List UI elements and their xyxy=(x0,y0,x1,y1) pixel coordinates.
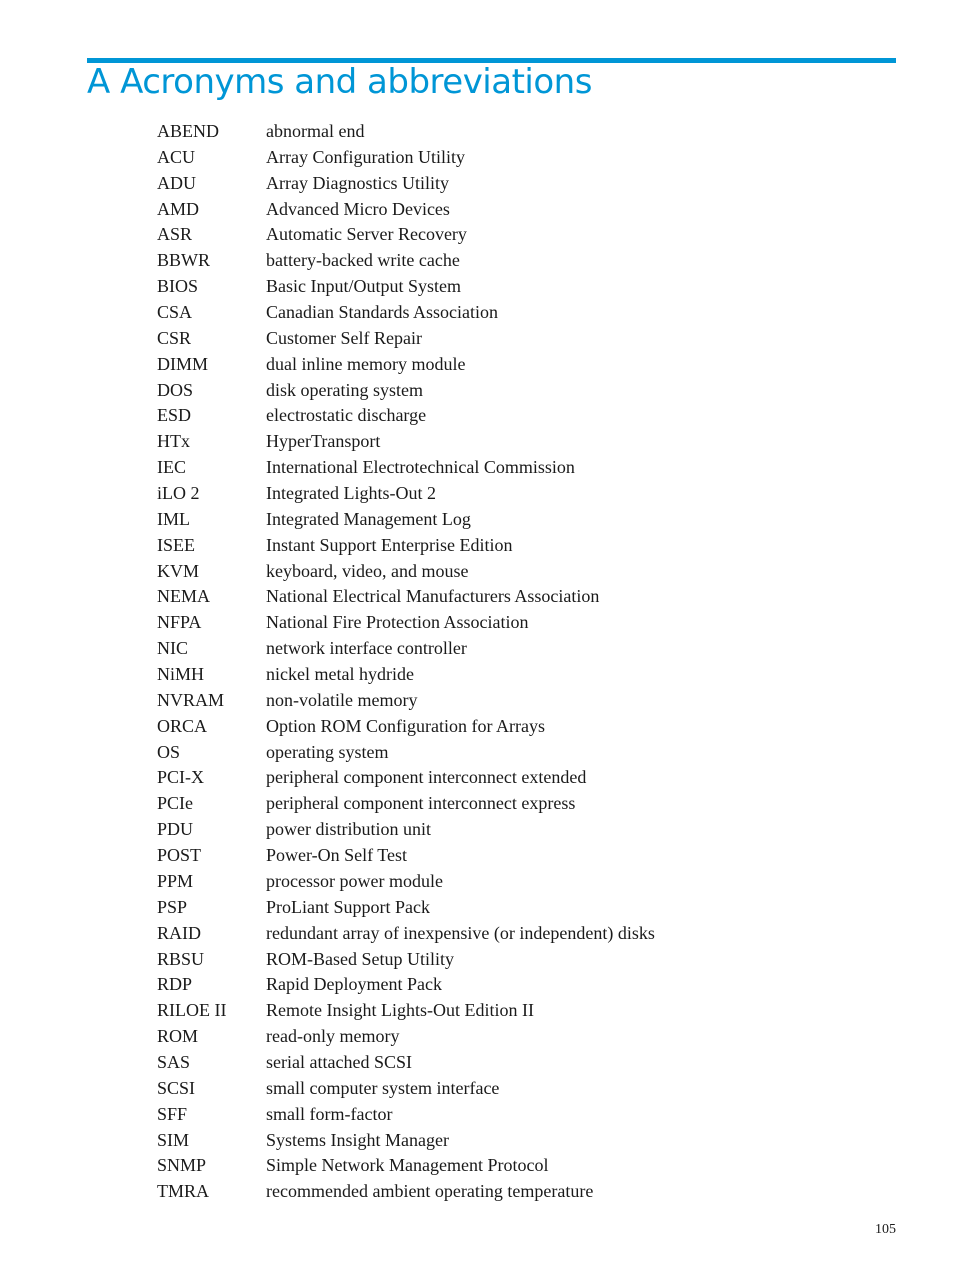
acronym-row xyxy=(157,507,837,533)
acronym-definition: read-only memory xyxy=(266,1026,400,1047)
acronym-definition: non-volatile memory xyxy=(266,689,418,710)
acronym-row xyxy=(157,869,837,895)
acronym-term: IEC xyxy=(157,457,186,478)
acronym-term: PDU xyxy=(157,819,194,840)
acronym-row xyxy=(157,1076,837,1102)
acronym-definition: serial attached SCSI xyxy=(266,1051,412,1072)
acronym-term: NFPA xyxy=(157,612,202,633)
acronym-term: ACU xyxy=(157,146,196,167)
acronym-row xyxy=(157,1128,837,1154)
acronym-row xyxy=(157,765,837,791)
page-number: 105 xyxy=(875,1222,896,1237)
acronym-term: ROM xyxy=(157,1026,199,1047)
acronym-term: DOS xyxy=(157,379,194,400)
acronym-term: PPM xyxy=(157,870,194,891)
acronym-definition: National Electrical Manufacturers Association xyxy=(266,586,600,607)
acronym-definition: Array Configuration Utility xyxy=(266,146,465,167)
acronym-term: PCI-X xyxy=(157,767,205,788)
acronym-definition: abnormal end xyxy=(266,121,365,141)
acronym-row xyxy=(157,403,837,429)
acronym-term: TMRA xyxy=(157,1181,210,1202)
acronym-row xyxy=(157,481,837,507)
acronym-definition: Advanced Micro Devices xyxy=(266,198,450,219)
acronym-term: RILOE II xyxy=(157,1000,227,1021)
acronym-definition: recommended ambient operating temperature xyxy=(266,1181,594,1202)
acronym-term: SIM xyxy=(157,1129,190,1150)
acronym-term: iLO 2 xyxy=(157,483,200,504)
acronym-row xyxy=(157,171,837,197)
acronym-row xyxy=(157,1153,837,1179)
acronym-definition: ROM-Based Setup Utility xyxy=(266,948,454,969)
acronym-row xyxy=(157,610,837,636)
acronym-definition: HyperTransport xyxy=(266,431,381,452)
acronym-row xyxy=(157,378,837,404)
acronym-definition: Instant Support Enterprise Edition xyxy=(266,534,513,555)
acronym-row xyxy=(157,843,837,869)
acronym-row xyxy=(157,1050,837,1076)
acronym-row xyxy=(157,145,837,171)
acronym-definition: keyboard, video, and mouse xyxy=(266,560,469,581)
acronym-definition: redundant array of inexpensive (or independent) disks xyxy=(266,922,655,943)
acronym-term: OS xyxy=(157,741,181,762)
acronym-definition: Rapid Deployment Pack xyxy=(266,974,442,995)
acronym-row xyxy=(157,326,837,352)
acronym-term: RAID xyxy=(157,922,201,943)
acronym-definition: dual inline memory module xyxy=(266,353,466,374)
acronym-definition: National Fire Protection Association xyxy=(266,612,529,633)
acronym-definition: Remote Insight Lights-Out Edition II xyxy=(266,1000,534,1021)
acronym-term: BBWR xyxy=(157,250,211,271)
acronym-definition: network interface controller xyxy=(266,638,467,659)
acronym-definition: nickel metal hydride xyxy=(266,664,414,685)
acronym-row xyxy=(157,1024,837,1050)
acronym-term: IML xyxy=(157,508,190,529)
acronym-definition: Canadian Standards Association xyxy=(266,302,498,323)
acronym-definition: Customer Self Repair xyxy=(266,327,422,348)
acronym-term: SCSI xyxy=(157,1077,196,1098)
acronym-row xyxy=(157,921,837,947)
acronym-row xyxy=(157,740,837,766)
acronym-term: NIC xyxy=(157,638,188,659)
acronym-row xyxy=(157,559,837,585)
acronym-definition: Option ROM Configuration for Arrays xyxy=(266,715,545,736)
acronym-term: PCIe xyxy=(157,793,193,814)
acronym-term: DIMM xyxy=(157,353,209,374)
acronym-term: KVM xyxy=(157,560,200,581)
acronym-row xyxy=(157,1179,837,1205)
acronym-row xyxy=(157,791,837,817)
acronym-definition: disk operating system xyxy=(266,379,423,400)
acronym-row xyxy=(157,274,837,300)
acronym-definition: Automatic Server Recovery xyxy=(266,224,467,245)
acronym-term: ABEND xyxy=(157,121,219,141)
acronym-term: ISEE xyxy=(157,534,195,555)
acronym-row xyxy=(157,248,837,274)
acronym-term: CSA xyxy=(157,302,193,323)
acronym-row xyxy=(157,714,837,740)
acronym-definition: small form-factor xyxy=(266,1103,393,1124)
acronym-row xyxy=(157,584,837,610)
acronym-term: SFF xyxy=(157,1103,188,1124)
acronym-definition: small computer system interface xyxy=(266,1077,500,1098)
acronym-term: ESD xyxy=(157,405,192,426)
acronym-row xyxy=(157,352,837,378)
acronym-row xyxy=(157,662,837,688)
acronym-definition: power distribution unit xyxy=(266,819,431,840)
acronym-term: NVRAM xyxy=(157,689,225,710)
acronym-definition: Simple Network Management Protocol xyxy=(266,1155,549,1176)
acronym-definition: Basic Input/Output System xyxy=(266,276,461,297)
acronym-row xyxy=(157,998,837,1024)
acronym-list xyxy=(157,119,837,1205)
acronym-definition: Integrated Management Log xyxy=(266,508,471,529)
acronym-term: ADU xyxy=(157,172,196,193)
acronym-definition: Integrated Lights-Out 2 xyxy=(266,483,436,504)
acronym-row xyxy=(157,429,837,455)
acronym-row xyxy=(157,197,837,223)
acronym-term: AMD xyxy=(157,198,200,219)
acronym-row xyxy=(157,895,837,921)
acronym-definition: electrostatic discharge xyxy=(266,405,427,426)
acronym-term: ORCA xyxy=(157,715,208,736)
acronym-row xyxy=(157,688,837,714)
acronym-term: ASR xyxy=(157,224,193,245)
acronym-term: HTx xyxy=(157,431,190,452)
acronym-row xyxy=(157,533,837,559)
acronym-definition: processor power module xyxy=(266,870,443,891)
acronym-row xyxy=(157,1102,837,1128)
acronym-term: PSP xyxy=(157,896,188,917)
acronym-row xyxy=(157,972,837,998)
acronym-row xyxy=(157,222,837,248)
acronym-definition: Systems Insight Manager xyxy=(266,1129,449,1150)
acronym-term: SNMP xyxy=(157,1155,207,1176)
acronym-definition: ProLiant Support Pack xyxy=(266,896,430,917)
acronym-definition: operating system xyxy=(266,741,389,762)
acronym-row xyxy=(157,947,837,973)
acronym-term: RDP xyxy=(157,974,193,995)
acronym-term: POST xyxy=(157,845,202,866)
acronym-definition: peripheral component interconnect express xyxy=(266,793,576,814)
acronym-definition: peripheral component interconnect extended xyxy=(266,767,587,788)
acronym-term: CSR xyxy=(157,327,192,348)
acronym-row xyxy=(157,300,837,326)
acronym-definition: battery-backed write cache xyxy=(266,250,460,271)
acronym-definition: International Electrotechnical Commission xyxy=(266,457,575,478)
acronym-term: SAS xyxy=(157,1051,191,1072)
acronym-row xyxy=(157,455,837,481)
acronym-term: NEMA xyxy=(157,586,210,607)
acronym-definition: Power-On Self Test xyxy=(266,845,408,866)
acronym-row xyxy=(157,636,837,662)
page-title: A Acronyms and abbreviations xyxy=(87,62,592,102)
acronym-row xyxy=(157,817,837,843)
acronym-term: BIOS xyxy=(157,276,199,297)
acronym-row xyxy=(157,119,837,145)
acronym-definition: Array Diagnostics Utility xyxy=(266,172,449,193)
acronym-term: NiMH xyxy=(157,664,205,685)
acronym-term: RBSU xyxy=(157,948,205,969)
